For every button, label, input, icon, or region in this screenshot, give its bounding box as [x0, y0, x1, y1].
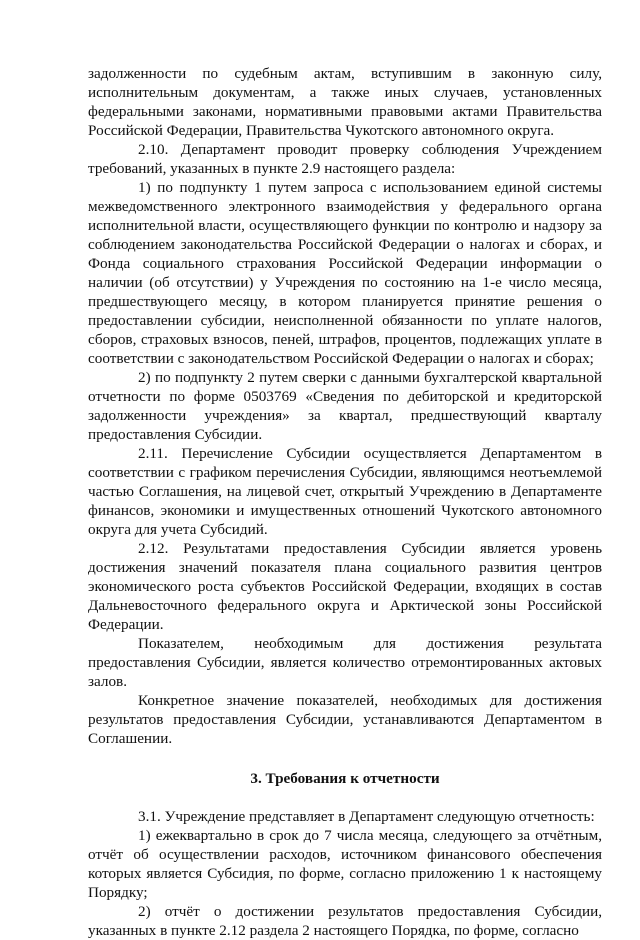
section-heading: 3. Требования к отчетности: [250, 770, 440, 787]
paragraph-debt-cases: задолженности по судебным актам, вступившим в законную силу, исполнительным документам, а также иных случаев, установленных федеральными законами, нормативными правовыми актами Правительства Российской Федерации, Правительства Чукотского автономного округа.: [88, 65, 602, 139]
paragraph-2-10-item-2: 2) по подпункту 2 путем сверки с данными бухгалтерской квартальной отчетности по форме 0503769 «Сведения по дебиторской и кредиторской задолженности учреждения» за квартал, предшествующий кварталу предоставления Субсидии.: [88, 369, 602, 443]
paragraph-3-1-item-2: 2) отчёт о достижении результатов предоставления Субсидии, указанных в пункте 2.12 раздела 2 настоящего Порядка, по форме, согласно: [88, 903, 602, 939]
paragraph-2-10-item-1: 1) по подпункту 1 путем запроса с использованием единой системы межведомственного электронного взаимодействия у федерального органа исполнительной власти, осуществляющего функции по контролю и надзору за соблюдением законодательства Российской Федерации о налогах и сборах, и Фонда социального страхования Российской Федерации информации о наличии (об отсутствии) у Учреждения по состоянию на 1-е число месяца, предшествующего месяцу, в котором планируется принятие решения о предоставлении субсидии, неисполненной обязанности по уплате налогов, сборов, страховых взносов, пеней, штрафов, процентов, подлежащих уплате в соответствии с законодательством Российской Федерации о налогах и сборах;: [88, 179, 602, 367]
paragraph-3-1: 3.1. Учреждение представляет в Департамент следующую отчетность:: [138, 808, 595, 825]
paragraph-indicator: Показателем, необходимым для достижения результата предоставления Субсидии, является количество отремонтированных актовых залов.: [88, 635, 602, 690]
paragraph-2-12: 2.12. Результатами предоставления Субсидии является уровень достижения значений показателя плана социального развития центров экономического роста субъектов Российской Федерации, входящих в состав Дальневосточного федерального округа и Арктической зоны Российской Федерации.: [88, 540, 602, 633]
paragraph-2-10: 2.10. Департамент проводит проверку соблюдения Учреждением требований, указанных в пункте 2.9 настоящего раздела:: [88, 141, 602, 177]
paragraph-3-1-item-1: 1) ежеквартально в срок до 7 числа месяца, следующего за отчётным, отчёт об осуществлении расходов, источником финансового обеспечения которых является Субсидия, по форме, согласно приложению 1 к настоящему Порядку;: [88, 827, 602, 901]
paragraph-2-11: 2.11. Перечисление Субсидии осуществляется Департаментом в соответствии с графиком перечисления Субсидии, являющимся неотъемлемой частью Соглашения, на лицевой счет, открытый Учреждению в Департаменте финансов, экономики и имущественных отношений Чукотского автономного округа для учета Субсидий.: [88, 445, 602, 538]
paragraph-indicator-values: Конкретное значение показателей, необходимых для достижения результатов предоставления Субсидии, устанавливаются Департаментом в Соглашении.: [88, 692, 602, 747]
